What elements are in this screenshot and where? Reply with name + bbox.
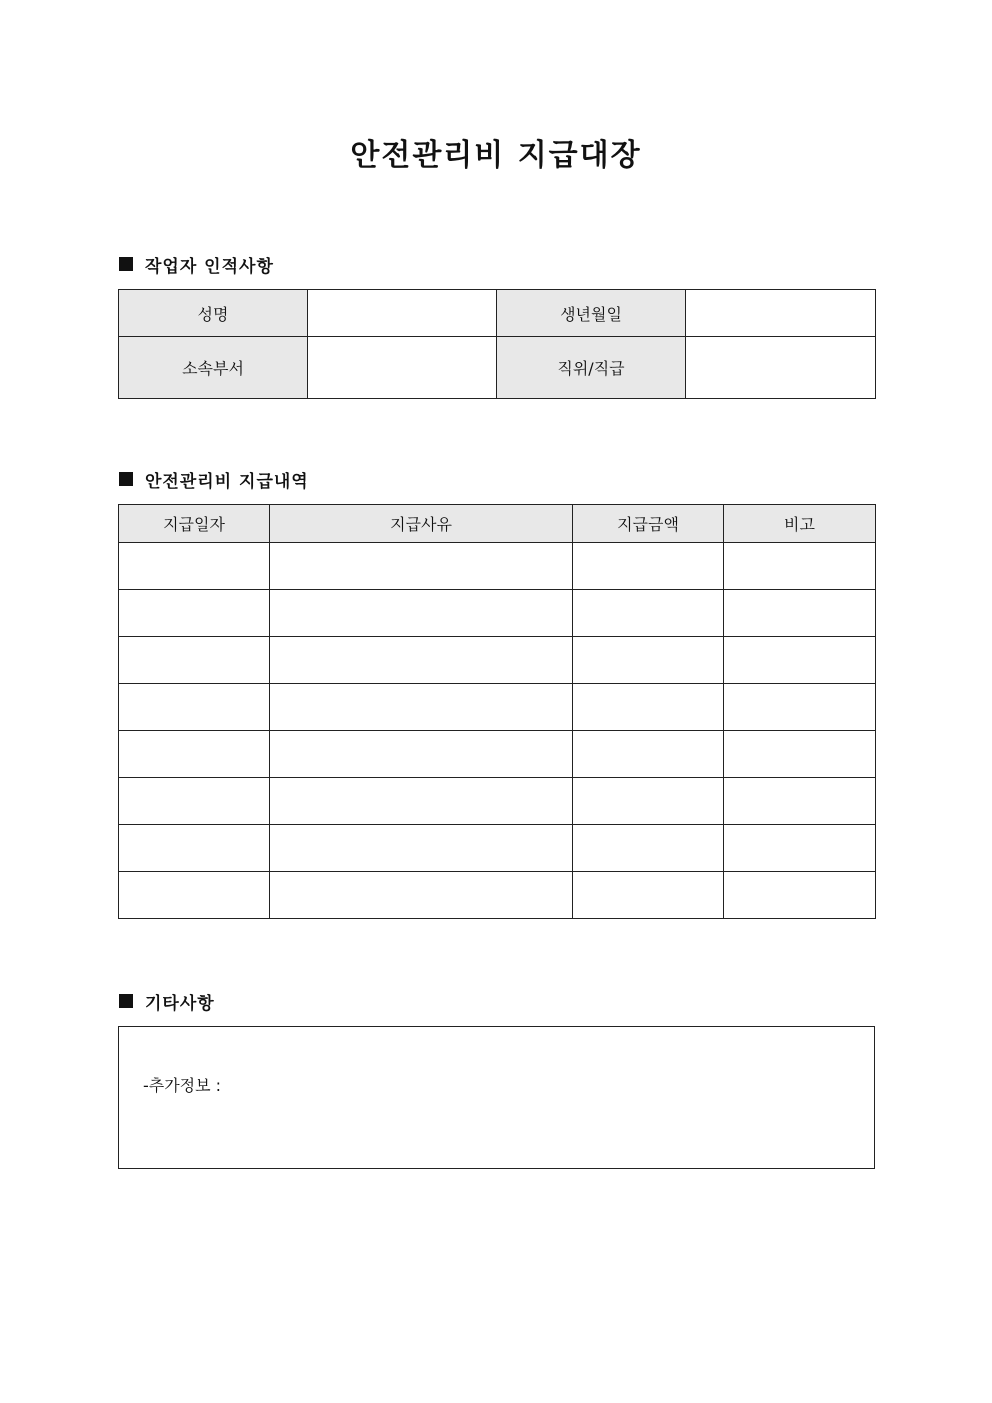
department-field[interactable] [308,337,497,399]
reason-cell[interactable] [270,825,573,872]
payment-details-table [118,504,876,919]
table-row [119,872,876,919]
reason-cell[interactable] [270,543,573,590]
square-bullet-icon [119,257,133,271]
reason-cell[interactable] [270,684,573,731]
amount-cell[interactable] [573,637,724,684]
date-cell[interactable] [119,684,270,731]
remarks-cell[interactable] [724,778,876,825]
table-row [119,590,876,637]
name-label: 성명 [119,290,308,337]
section-heading-label: 기타사항 [145,993,215,1014]
date-cell[interactable] [119,778,270,825]
date-cell[interactable] [119,872,270,919]
table-row [119,731,876,778]
date-cell[interactable] [119,590,270,637]
remarks-cell[interactable] [724,872,876,919]
column-header-date: 지급일자 [119,505,270,543]
column-header-reason: 지급사유 [270,505,573,543]
table-row [119,337,876,399]
remarks-cell[interactable] [724,684,876,731]
position-field[interactable] [686,337,876,399]
document-title: 안전관리비 지급대장 [350,138,642,173]
amount-cell[interactable] [573,872,724,919]
name-field[interactable] [308,290,497,337]
square-bullet-icon [119,994,133,1008]
amount-cell[interactable] [573,543,724,590]
extra-info-line [143,1073,221,1096]
section-heading-worker-info [119,251,274,277]
reason-cell[interactable] [270,731,573,778]
reason-cell[interactable] [270,590,573,637]
table-row [119,290,876,337]
extra-info-label: -추가정보 : [143,1076,222,1095]
table-row [119,684,876,731]
table-row [119,543,876,590]
table-row [119,778,876,825]
remarks-cell[interactable] [724,825,876,872]
section-heading-payment-details [119,466,309,492]
worker-info-table [118,289,876,399]
date-cell[interactable] [119,543,270,590]
table-header-row [119,505,876,543]
date-cell[interactable] [119,825,270,872]
amount-cell[interactable] [573,684,724,731]
section-heading-label: 안전관리비 지급내역 [145,471,309,492]
amount-cell[interactable] [573,825,724,872]
square-bullet-icon [119,472,133,486]
reason-cell[interactable] [270,872,573,919]
birthdate-field[interactable] [686,290,876,337]
reason-cell[interactable] [270,778,573,825]
amount-cell[interactable] [573,778,724,825]
section-heading-other-notes [119,988,215,1014]
remarks-cell[interactable] [724,637,876,684]
birthdate-label: 생년월일 [497,290,686,337]
remarks-cell[interactable] [724,543,876,590]
amount-cell[interactable] [573,590,724,637]
column-header-amount: 지급금액 [573,505,724,543]
date-cell[interactable] [119,637,270,684]
reason-cell[interactable] [270,637,573,684]
section-heading-label: 작업자 인적사항 [145,256,274,277]
amount-cell[interactable] [573,731,724,778]
remarks-cell[interactable] [724,731,876,778]
department-label: 소속부서 [119,337,308,399]
position-label: 직위/직급 [497,337,686,399]
table-row [119,637,876,684]
other-notes-box[interactable] [118,1026,875,1169]
column-header-remarks: 비고 [724,505,876,543]
remarks-cell[interactable] [724,590,876,637]
date-cell[interactable] [119,731,270,778]
table-row [119,825,876,872]
